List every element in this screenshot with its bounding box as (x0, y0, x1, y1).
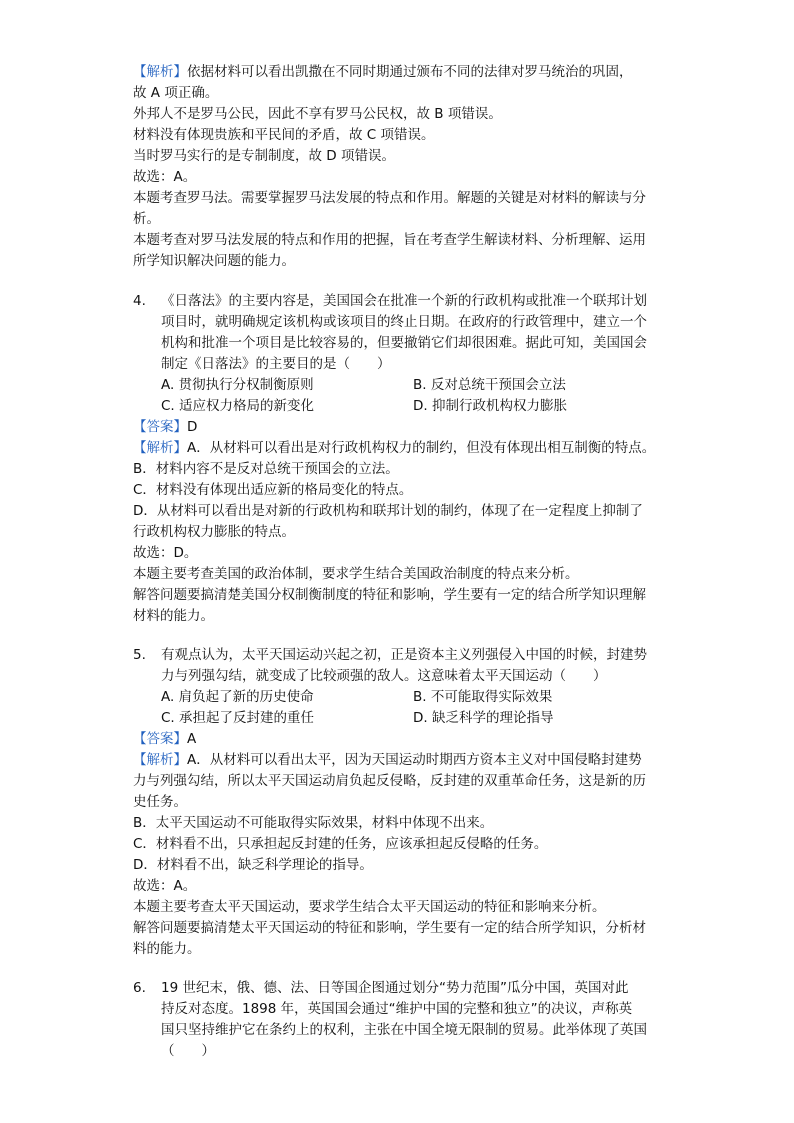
analysis-line: 解答问题要搞清楚太平天国运动的特征和影响，学生要有一定的结合所学知识，分析材 (133, 920, 646, 936)
question-stem-line: 制定《日落法》的主要目的是（ ） (161, 356, 391, 372)
answer-value: D (187, 419, 198, 435)
analysis-line: B．材料内容不是反对总统干预国会的立法。 (133, 461, 399, 477)
option-b: B. 反对总统干预国会立法 (413, 377, 566, 393)
question-stem-line: （ ） (161, 1043, 215, 1059)
analysis-line: 【解析】依据材料可以看出凯撒在不同时期通过颁布不同的法律对罗马统治的巩固， (133, 64, 633, 80)
question-number: 4. (133, 293, 146, 309)
analysis-line: 故选：D。 (133, 545, 198, 561)
option-c: C. 适应权力格局的新变化 (161, 398, 315, 414)
analysis-line: 材料没有体现贵族和平民间的矛盾，故 C 项错误。 (133, 127, 435, 143)
analysis-line: 故选：A。 (133, 169, 197, 185)
analysis-line: 料的能力。 (133, 941, 201, 957)
analysis-line: 【解析】A．从材料可以看出是对行政机构权力的制约，但没有体现出相互制衡的特点。 (133, 440, 656, 456)
analysis-line: 故 A 项正确。 (133, 85, 219, 101)
answer-tag: 【答案】 (133, 419, 187, 435)
option-a: A. 贯彻执行分权制衡原则 (161, 377, 314, 393)
analysis-line: C．材料没有体现出适应新的格局变化的特点。 (133, 482, 413, 498)
analysis-tag: 【解析】 (133, 64, 187, 80)
analysis-line: 解答问题要搞清楚美国分权制衡制度的特征和影响，学生要有一定的结合所学知识理解 (133, 587, 646, 603)
option-c: C. 承担起了反封建的重任 (161, 710, 315, 726)
analysis-line: 析。 (133, 211, 160, 227)
analysis-line: 本题主要考查太平天国运动，要求学生结合太平天国运动的特征和影响来分析。 (133, 899, 606, 915)
answer-value: A (187, 731, 197, 747)
question-stem-line: 机构和批准一个项目是比较容易的，但要撤销它们却很困难。据此可知，美国国会 (161, 335, 647, 351)
analysis-line: 外邦人不是罗马公民，因此不享有罗马公民权，故 B 项错误。 (133, 106, 502, 122)
question-stem-line: 19 世纪末，俄、德、法、日等国企图通过划分“势力范围”瓜分中国，英国对此 (161, 980, 629, 996)
question-stem-line: 国只坚持维护它在条约上的权利，主张在中国全境无限制的贸易。此举体现了英国 (161, 1022, 647, 1038)
question-number: 6. (133, 980, 146, 996)
answer-tag: 【答案】 (133, 731, 187, 747)
analysis-line: 本题考查对罗马法发展的特点和作用的把握，旨在考查学生解读材料、分析理解、运用 (133, 232, 646, 248)
option-d: D. 缺乏科学的理论指导 (413, 710, 554, 726)
question-stem-line: 有观点认为，太平天国运动兴起之初，正是资本主义列强侵入中国的时候，封建势 (161, 647, 647, 663)
question-stem-line: 持反对态度。1898 年，英国国会通过“维护中国的完整和独立”的决议，声称英 (161, 1001, 633, 1017)
analysis-line: B．太平天国运动不可能取得实际效果，材料中体现不出来。 (133, 815, 494, 831)
analysis-line: 史任务。 (133, 794, 187, 810)
question-stem-line: 力与列强勾结，就变成了比较顽强的敌人。这意味着太平天国运动（ ） (161, 668, 607, 684)
analysis-line: 本题主要考查美国的政治体制，要求学生结合美国政治制度的特点来分析。 (133, 566, 579, 582)
analysis-line: C．材料看不出，只承担起反封建的任务，应该承担起反侵略的任务。 (133, 836, 548, 852)
analysis-line: 本题考查罗马法。需要掌握罗马法发展的特点和作用。解题的关键是对材料的解读与分 (133, 190, 646, 206)
question-number: 5. (133, 647, 146, 663)
analysis-line: 故选：A。 (133, 878, 197, 894)
analysis-line: 【解析】A．从材料可以看出太平，因为天国运动时期西方资本主义对中国侵略封建势 (133, 752, 642, 768)
analysis-line: 所学知识解决问题的能力。 (133, 253, 295, 269)
answer-line (133, 729, 196, 749)
question-stem-line: 项目时，就明确规定该机构或该项目的终止日期。在政府的行政管理中，建立一个 (161, 314, 647, 330)
analysis-line: D．材料看不出，缺乏科学理论的指导。 (133, 857, 373, 873)
analysis-line: 行政机构权力膨胀的特点。 (133, 524, 295, 540)
question-stem-line: 《日落法》的主要内容是，美国国会在批准一个新的行政机构或批准一个联邦计划 (161, 293, 647, 309)
option-d: D. 抑制行政机构权力膨胀 (413, 398, 567, 414)
analysis-line: 当时罗马实行的是专制制度，故 D 项错误。 (133, 148, 395, 164)
analysis-tag: 【解析】 (133, 440, 187, 456)
option-a: A. 肩负起了新的历史使命 (161, 689, 314, 705)
analysis-tag: 【解析】 (133, 752, 187, 768)
option-b: B. 不可能取得实际效果 (413, 689, 553, 705)
analysis-line: 材料的能力。 (133, 608, 214, 624)
analysis-line: 力与列强勾结，所以太平天国运动肩负起反侵略，反封建的双重革命任务，这是新的历 (133, 773, 646, 789)
analysis-line: D．从材料可以看出是对新的行政机构和联邦计划的制约，体现了在一定程度上抑制了 (133, 503, 643, 519)
answer-line (133, 417, 197, 437)
